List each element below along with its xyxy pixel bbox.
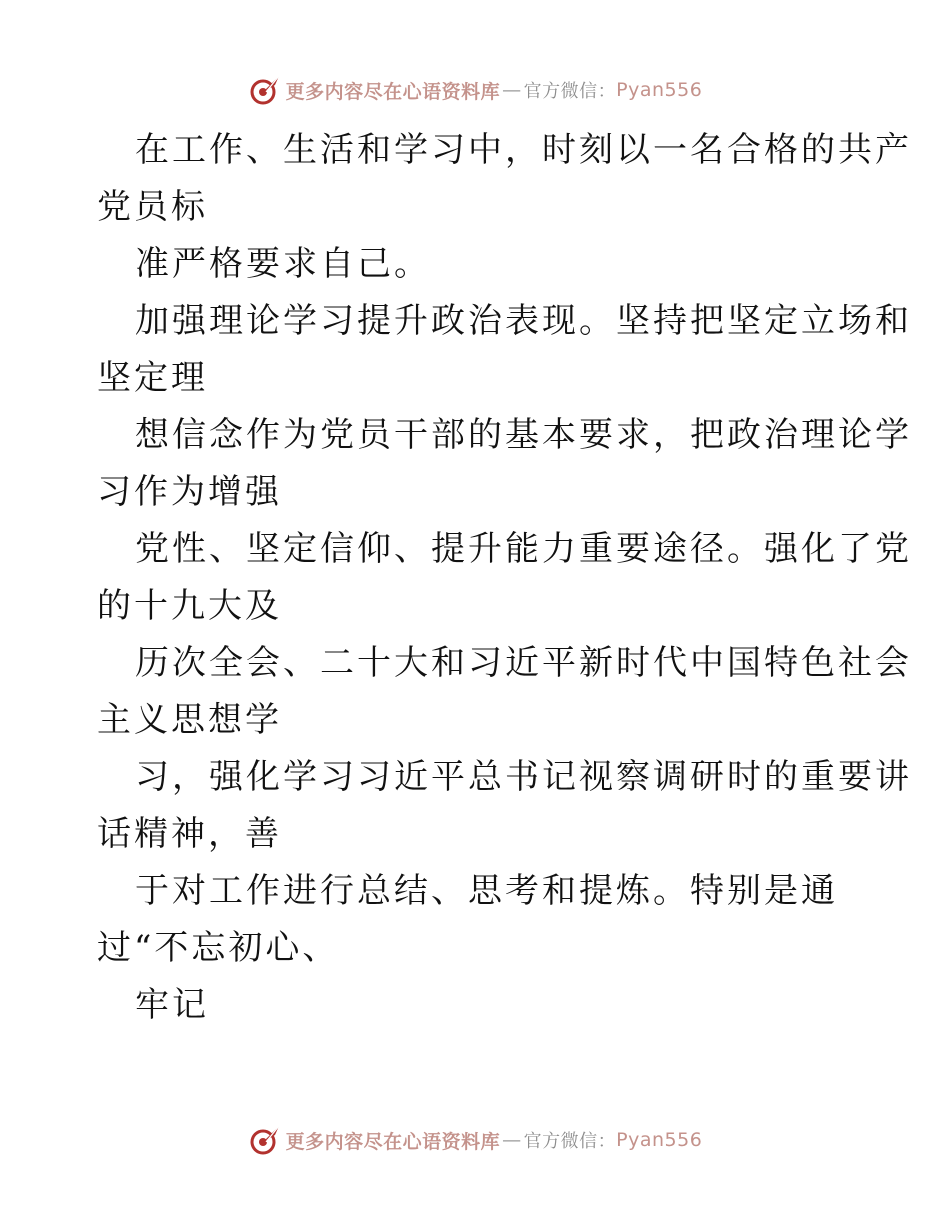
body-text-line: 历次全会、二十大和习近平新时代中国特色社会: [135, 643, 912, 683]
footer-wechat-id: Pyan556: [616, 1129, 703, 1151]
body-text-line: 党性、坚定信仰、提升能力重要途径。强化了党: [135, 529, 912, 569]
body-text-line: 的十九大及: [97, 586, 282, 626]
header-banner: [0, 70, 950, 110]
body-text-line: 党员标: [97, 187, 208, 227]
footer-wechat-label: 官方微信：: [523, 1131, 617, 1152]
quill-pen-logo-icon: [248, 1123, 282, 1157]
quill-pen-logo-icon: [248, 73, 282, 107]
body-text-line: 话精神，善: [97, 814, 282, 854]
header-wechat-label: 官方微信：: [523, 81, 617, 102]
header-wechat-id: Pyan556: [616, 79, 703, 101]
body-text-line: 习作为增强: [97, 472, 282, 512]
footer-banner: [0, 1120, 950, 1160]
body-text-line: 想信念作为党员干部的基本要求，把政治理论学: [135, 415, 912, 455]
footer-site-text: 更多内容尽在心语资料库: [285, 1130, 501, 1153]
body-text-line: 于对工作进行总结、思考和提炼。特别是通: [135, 871, 838, 911]
body-text-line: 在工作、生活和学习中，时刻以一名合格的共产: [135, 130, 912, 170]
body-text-line: 坚定理: [97, 358, 208, 398]
body-text-line: 习，强化学习习近平总书记视察调研时的重要讲: [135, 757, 912, 797]
header-text: [286, 77, 703, 104]
body-text-line: 过“不忘初心、: [97, 928, 340, 968]
body-text-line: 加强理论学习提升政治表现。坚持把坚定立场和: [135, 301, 912, 341]
body-text-line: 准严格要求自己。: [135, 244, 431, 284]
footer-text: [286, 1127, 703, 1154]
footer-dash: —: [502, 1129, 522, 1151]
header-dash: —: [502, 79, 522, 101]
document-body: [97, 122, 912, 1034]
body-text-line: 主义思想学: [97, 700, 282, 740]
body-text-line: 牢记: [135, 985, 209, 1025]
header-site-text: 更多内容尽在心语资料库: [285, 80, 501, 103]
